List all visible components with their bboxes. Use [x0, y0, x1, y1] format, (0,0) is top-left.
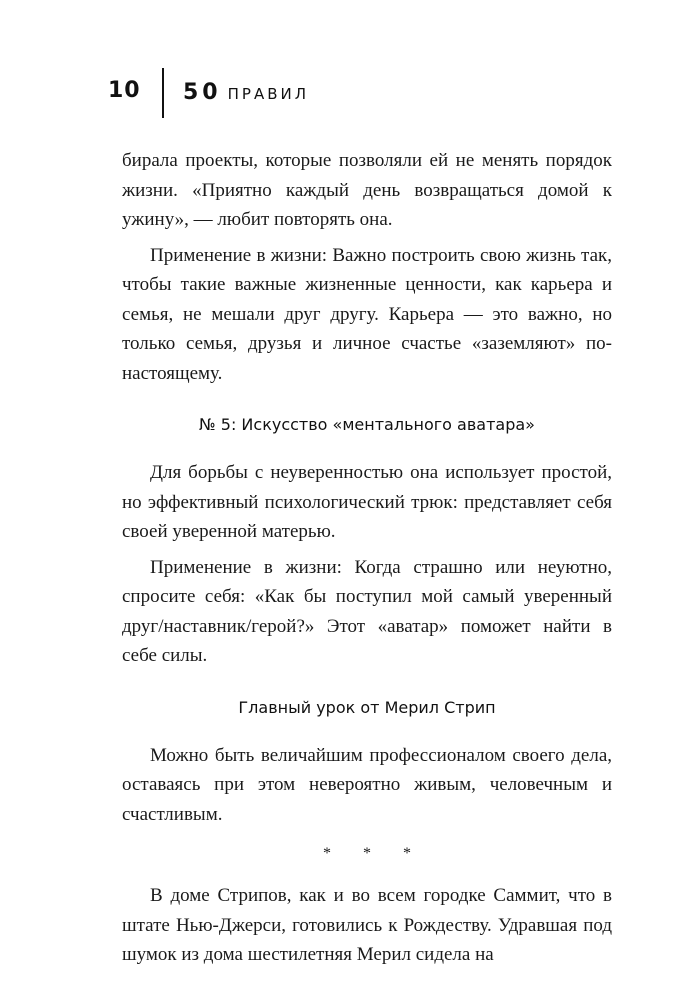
paragraph-main-lesson: Можно быть величайшим профессионалом своего дела, оставаясь при этом невероятно живым, человечным и счастливым. — [122, 744, 612, 825]
running-header — [0, 0, 681, 130]
book-title — [183, 80, 309, 105]
section-separator: * * * — [323, 845, 425, 862]
paragraph-application-2: Применение в жизни: Когда страшно или неуютно, спросите себя: «Как бы поступил мой самый уверенный друг/наставник/герой?» Этот «аватар» поможет найти в себе силы. — [122, 556, 612, 666]
paragraph-story: В доме Стрипов, как и во всем городке Саммит, что в штате Нью-Джерси, готовились к Рождеству. Удравшая под шумок из дома шестилетняя Мерил сидела на — [122, 885, 612, 965]
book-title-number: 50 — [183, 80, 222, 105]
paragraph-continued: бирала проекты, которые позволяли ей не менять порядок жизни. «Приятно каждый день возвращаться домой к ужину», — любит повторять она. — [122, 150, 612, 230]
paragraph-application-1: Применение в жизни: Важно построить свою жизнь так, чтобы такие важные жизненные ценности, как карьера и семья, не мешали друг другу. Карьера — это важно, но только семья, друзья и личное счастье «заземляют» по-настоящему. — [122, 244, 612, 384]
section-heading-main-lesson: Главный урок от Мерил Стрип — [238, 697, 496, 717]
book-title-word: ПРАВИЛ — [227, 85, 310, 103]
paragraph-avatar: Для борьбы с неуверенностью она использует простой, но эффективный психологический трюк: представляет себя своей уверенной матерью. — [122, 462, 612, 542]
page-body — [122, 146, 612, 970]
section-heading-avatar: № 5: Искусство «ментального аватара» — [199, 415, 535, 434]
page-number: 10 — [108, 78, 141, 103]
header-divider — [162, 68, 164, 118]
